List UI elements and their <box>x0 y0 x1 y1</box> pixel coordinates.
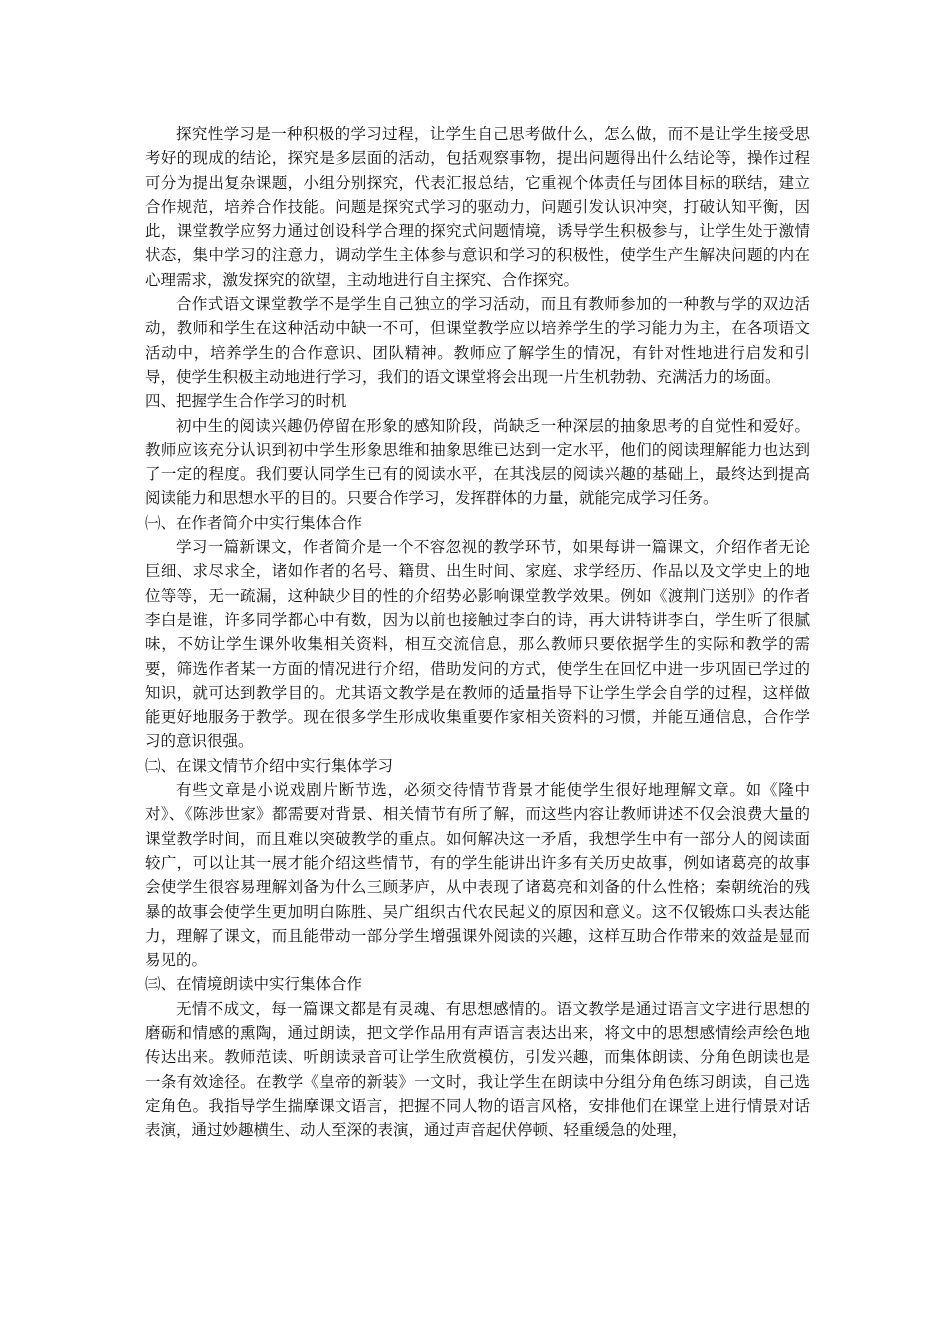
paragraph-reading-interest: 初中生的阅读兴趣仍停留在形象的感知阶段，尚缺乏一种深层的抽象思考的自觉性和爱好。教师应该充分认识到初中学生形象思维和抽象思维已达到一定水平，他们的阅读理解能力也达到了一定的程度。我们要认同学生已有的阅读水平，在其浅层的阅读兴趣的基础上，最终达到提高阅读能力和思想水平的目的。只要合作学习，发挥群体的力量，就能完成学习任务。 <box>145 416 810 508</box>
section-heading-4: 四、把握学生合作学习的时机 <box>145 392 347 411</box>
paragraph-cooperative-teaching: 合作式语文课堂教学不是学生自己独立的学习活动，而且有教师参加的一种教与学的双边活动，教师和学生在这种活动中缺一不可，但课堂教学应以培养学生的学习能力为主，在各项语文活动中，培养学生的合作意识、团队精神。教师应了解学生的情况，有针对性地进行启发和引导，使学生积极主动地进行学习，我们的语文课堂将会出现一片生机勃勃、充满活力的场面。 <box>145 295 810 386</box>
document-page <box>145 122 810 1142</box>
paragraph-author-intro: 学习一篇新课文，作者简介是一个不容忽视的教学环节，如果每讲一篇课文，介绍作者无论巨细、求尽求全，诸如作者的名号、籍贯、出生时间、家庭、求学经历、作品以及文学史上的地位等等，无一疏漏，这种缺少目的性的介绍势必影响课堂教学效果。例如《渡荆门送别》的作者李白是谁，许多同学都心中有数，因为以前也接触过李白的诗，再大讲特讲李白，学生听了很腻味，不妨让学生课外收集相关资料，相互交流信息，那么教师只要依据学生的实际和教学的需要，筛选作者某一方面的情况进行介绍，借助发问的方式，使学生在回忆中进一步巩固已学过的知识，就可达到教学目的。尤其语文教学是在教师的适量指导下让学生学会自学的过程，这样做能更好地服务于教学。现在很多学生形成收集重要作家相关资料的习惯，并能互通信息，合作学习的意识很强。 <box>145 538 810 751</box>
subheading-3: ㈢、在情境朗读中实行集体合作 <box>145 975 363 994</box>
subheading-1: ㈠、在作者简介中实行集体合作 <box>145 513 363 532</box>
paragraph-situational-reading: 无情不成文，每一篇课文都是有灵魂、有思想感情的。语文教学是通过语言文字进行思想的磨砺和情感的熏陶，通过朗读，把文学作品用有声语言表达出来，将文中的思想感情绘声绘色地传达出来。教师范读、听朗读录音可让学生欣赏模仿，引发兴趣，而集体朗读、分角色朗读也是一条有效途径。在教学《皇帝的新装》一文时，我让学生在朗读中分组分角色练习朗读，自己选定角色。我指导学生揣摩课文语言，把握不同人物的语言风格，安排他们在课堂上进行情景对话表演，通过妙趣横生、动人至深的表演，通过声音起伏停顿、轻重缓急的处理， <box>145 999 810 1140</box>
subheading-2: ㈡、在课文情节介绍中实行集体学习 <box>145 756 394 775</box>
paragraph-plot-intro: 有些文章是小说戏剧片断节选，必须交待情节背景才能使学生很好地理解文章。如《隆中对》、《陈涉世家》都需要对背景、相关情节有所了解，而这些内容让教师讲述不仅会浪费大量的课堂教学时间，而且难以突破教学的重点。如何解决这一矛盾，我想学生中有一部分人的阅读面较广，可以让其一展才能介绍这些情节，有的学生能讲出许多有关历史故事，例如诸葛亮的故事会使学生很容易理解刘备为什么三顾茅庐，从中表现了诸葛亮和刘备的什么性格；秦朝统治的残暴的故事会使学生更加明白陈胜、吴广组织古代农民起义的原因和意义。这不仅锻炼口头表达能力，理解了课文，而且能带动一部分学生增强课外阅读的兴趣，这样互助合作带来的效益是显而易见的。 <box>145 781 810 970</box>
paragraph-inquiry-learning: 探究性学习是一种积极的学习过程，让学生自己思考做什么，怎么做，而不是让学生接受思考好的现成的结论，探究是多层面的活动，包括观察事物，提出问题得出什么结论等，操作过程可分为提出复杂课题，小组分别探究，代表汇报总结，它重视个体责任与团体目标的联结，建立合作规范，培养合作技能。问题是探究式学习的驱动力，问题引发认识冲突，打破认知平衡，因此，课堂教学应努力通过创设科学合理的探究式问题情境，诱导学生积极参与，让学生处于激情状态，集中学习的注意力，调动学生主体参与意识和学习的积极性，使学生产生解决问题的内在心理需求，激发探究的欲望，主动地进行自主探究、合作探究。 <box>145 125 810 289</box>
